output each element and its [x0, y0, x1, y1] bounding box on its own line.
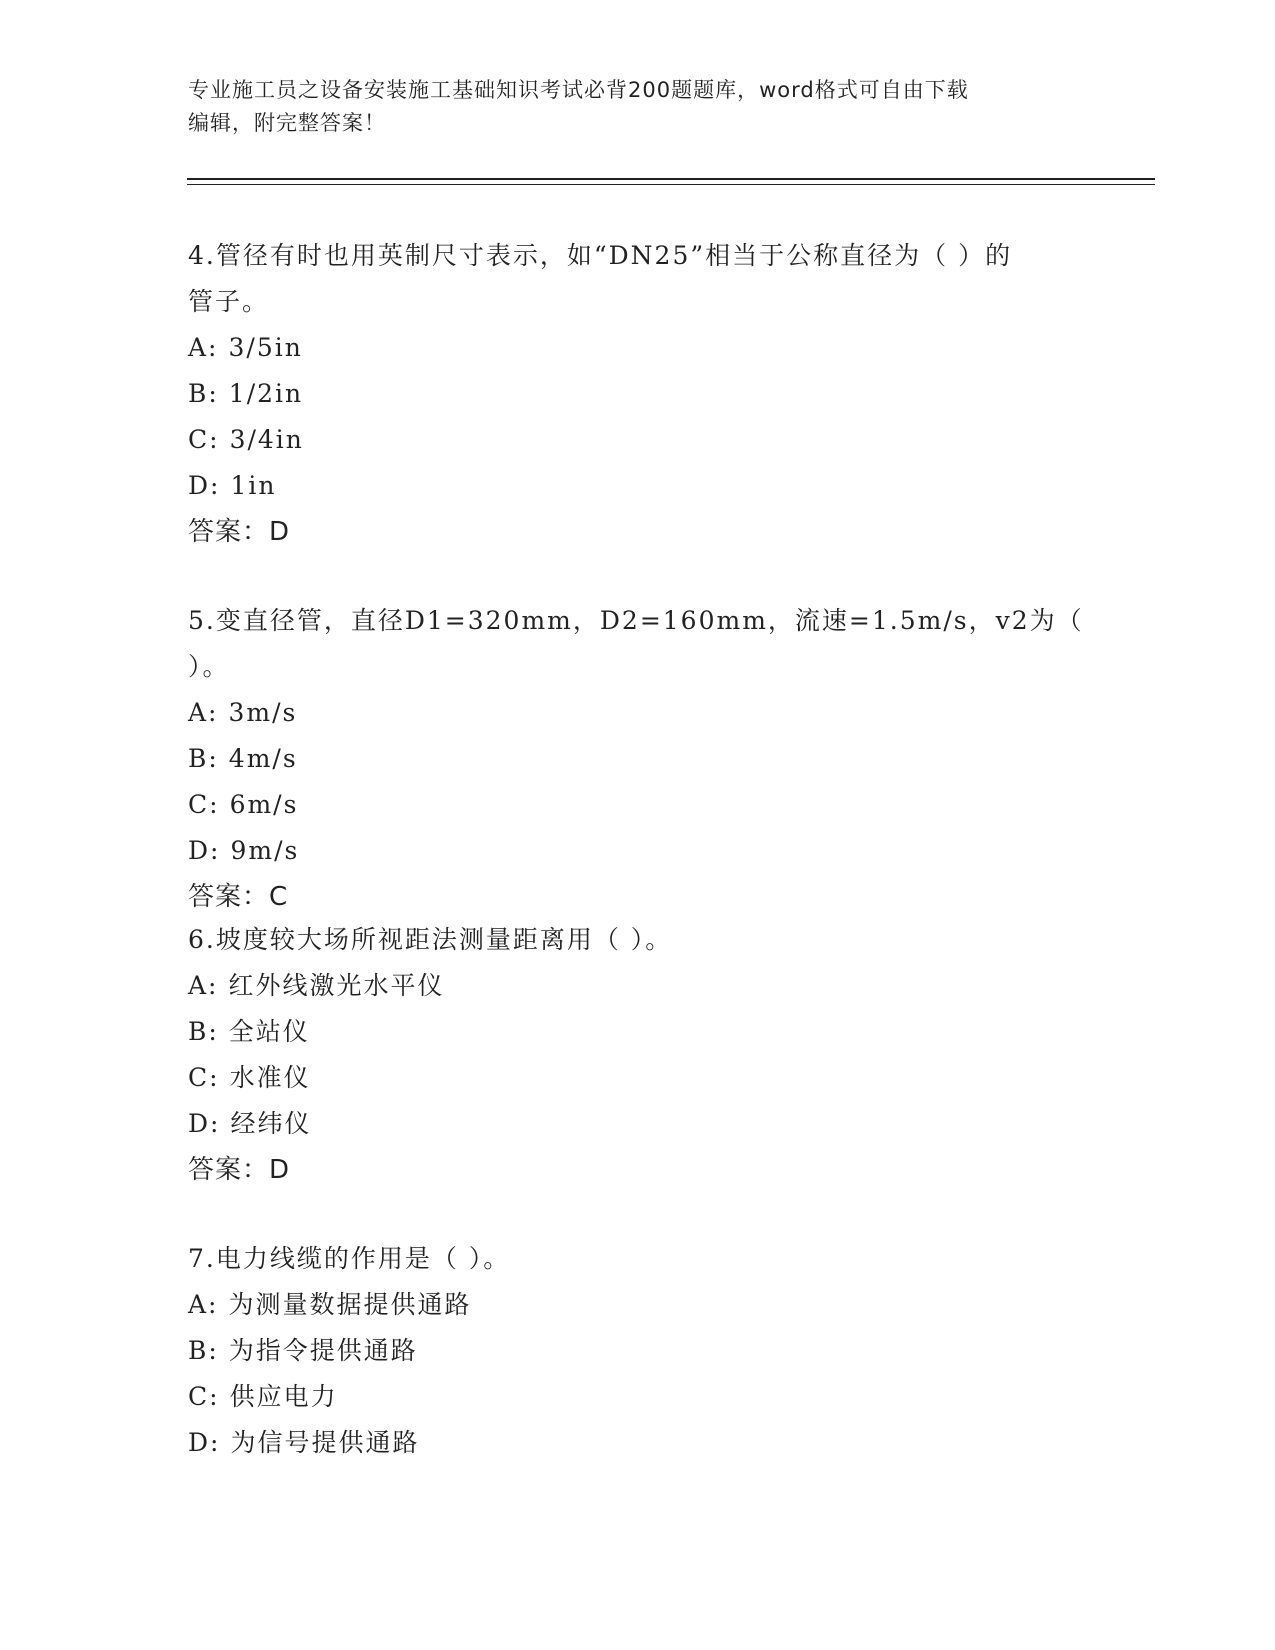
option-text: 为测量数据提供通路 — [228, 1290, 472, 1319]
option-letter: C: — [188, 425, 220, 454]
option-d — [188, 463, 1088, 509]
question-stem: 6.坡度较大场所视距法测量距离用（ ）。 — [188, 925, 673, 954]
option-letter: D: — [188, 836, 221, 865]
option-text: 水准仪 — [229, 1063, 311, 1092]
header-divider-thick — [187, 178, 1155, 180]
question-5 — [188, 598, 1088, 920]
option-letter: B: — [188, 379, 219, 408]
question-6 — [188, 917, 1088, 1193]
option-text: 1in — [230, 471, 277, 500]
option-letter: B: — [188, 1336, 219, 1365]
question-stem: 4.管径有时也用英制尺寸表示，如“DN25”相当于公称直径为（ ）的 — [188, 241, 1013, 270]
option-text: 经纬仪 — [230, 1109, 312, 1138]
option-c — [188, 1374, 1088, 1420]
question-stem: 7.电力线缆的作用是（ ）。 — [188, 1244, 511, 1273]
option-letter: A: — [188, 333, 219, 362]
option-a — [188, 1282, 1088, 1328]
option-text: 3/5in — [228, 333, 303, 362]
option-c — [188, 1055, 1088, 1101]
option-text: 为信号提供通路 — [230, 1428, 420, 1457]
option-c — [188, 782, 1088, 828]
option-text: 为指令提供通路 — [228, 1336, 418, 1365]
option-d — [188, 1420, 1088, 1466]
option-letter: A: — [188, 698, 219, 727]
option-b — [188, 371, 1088, 417]
option-letter: C: — [188, 1063, 220, 1092]
option-a — [188, 963, 1088, 1009]
option-letter: B: — [188, 744, 219, 773]
option-letter: D: — [188, 1109, 221, 1138]
option-a — [188, 690, 1088, 736]
option-letter: C: — [188, 790, 220, 819]
option-letter: B: — [188, 1017, 219, 1046]
option-letter: A: — [188, 971, 219, 1000]
option-d — [188, 1101, 1088, 1147]
option-text: 3/4in — [229, 425, 304, 454]
question-4 — [188, 233, 1088, 555]
option-b — [188, 1009, 1088, 1055]
option-text: 9m/s — [230, 836, 300, 865]
answer: 答案：D — [188, 517, 291, 547]
option-c — [188, 417, 1088, 463]
option-b — [188, 736, 1088, 782]
answer: 答案：D — [188, 1155, 291, 1185]
option-text: 全站仪 — [228, 1017, 310, 1046]
option-text: 4m/s — [228, 744, 298, 773]
header-title-line1: 专业施工员之设备安装施工基础知识考试必背200题题库，word格式可自由下载 — [188, 78, 969, 102]
option-a — [188, 325, 1088, 371]
option-d — [188, 828, 1088, 874]
option-letter: D: — [188, 471, 221, 500]
document-header — [188, 74, 1088, 140]
option-text: 1/2in — [228, 379, 304, 408]
option-text: 供应电力 — [229, 1382, 338, 1411]
option-text: 3m/s — [228, 698, 298, 727]
option-text: 红外线激光水平仪 — [228, 971, 445, 1000]
question-stem-continued: 管子。 — [188, 287, 270, 316]
question-stem: 5.变直径管，直径D1=320mm，D2=160mm，流速=1.5m/s，v2为（ ）。 — [188, 606, 1084, 681]
option-letter: C: — [188, 1382, 220, 1411]
option-text: 6m/s — [229, 790, 299, 819]
option-letter: A: — [188, 1290, 219, 1319]
question-7 — [188, 1236, 1088, 1466]
option-b — [188, 1328, 1088, 1374]
header-divider-thin — [187, 184, 1155, 185]
answer: 答案：C — [188, 882, 289, 912]
option-letter: D: — [188, 1428, 221, 1457]
header-title-line2: 编辑，附完整答案！ — [188, 111, 386, 135]
